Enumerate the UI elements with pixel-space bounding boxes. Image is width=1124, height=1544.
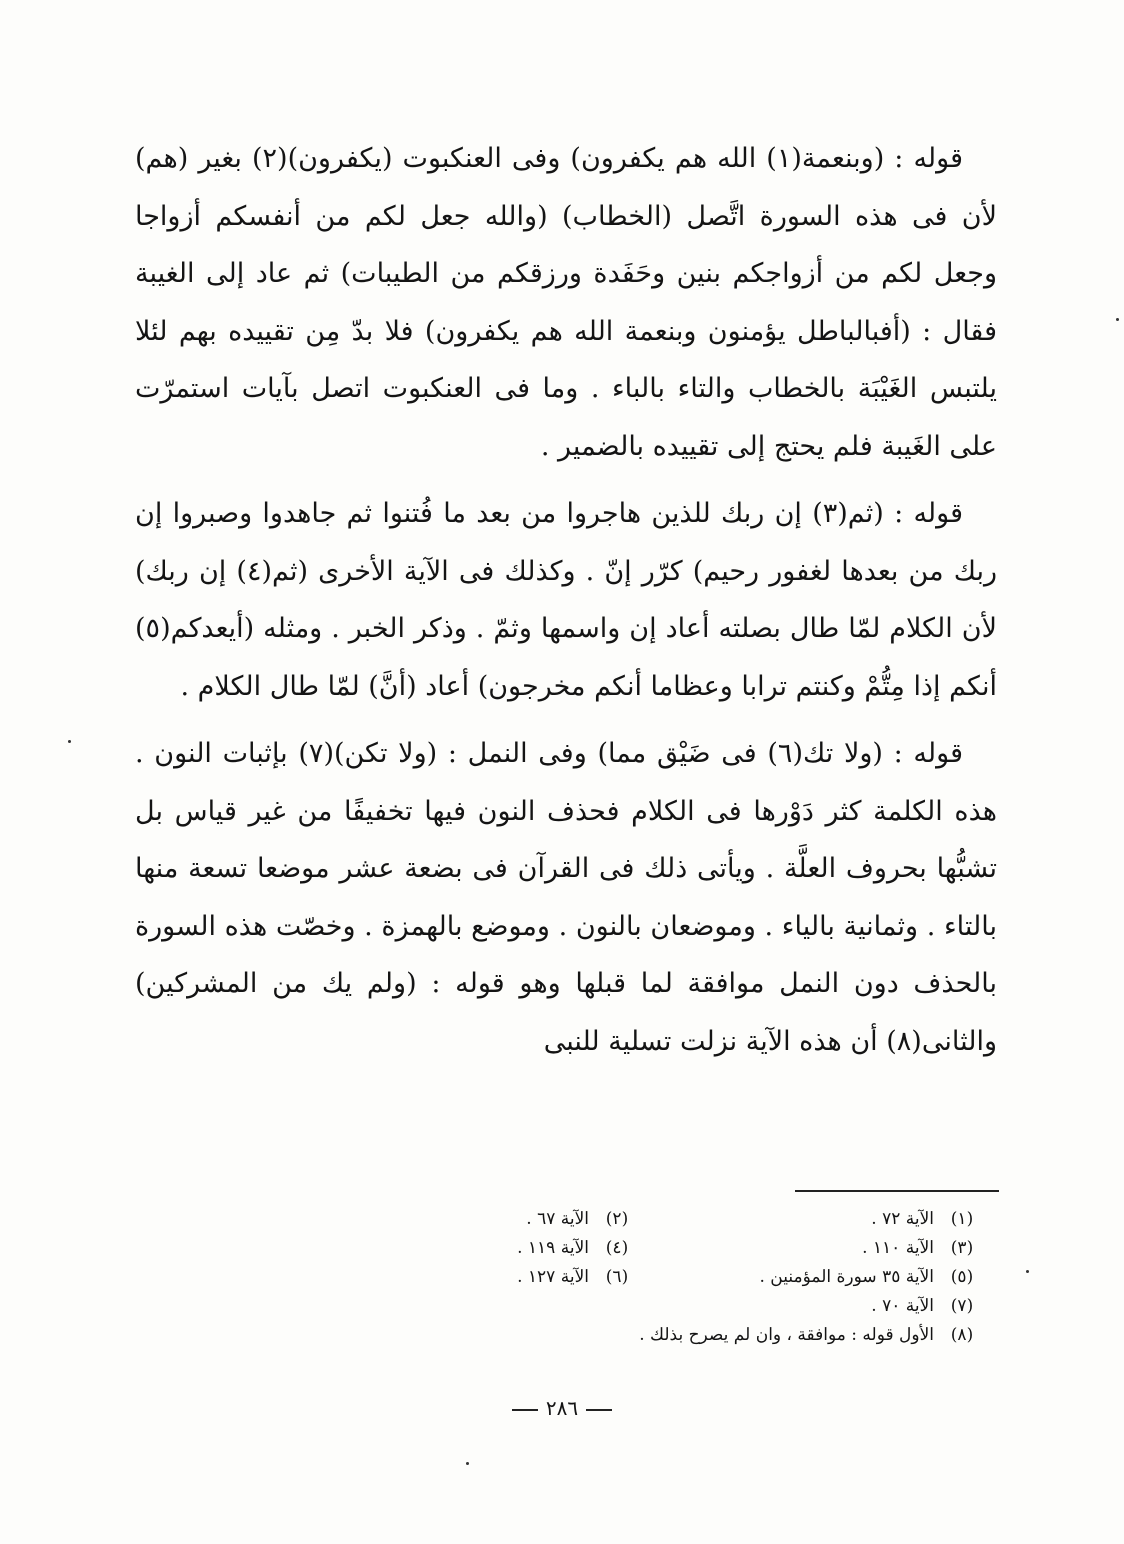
footnote-8 <box>300 1321 990 1350</box>
footnote-row <box>300 1292 990 1321</box>
footnote-number: (٢) <box>605 1209 629 1229</box>
footnote-separator <box>795 1190 999 1192</box>
scan-speck <box>68 740 71 743</box>
main-text <box>135 130 997 1070</box>
footnote-number: (٤) <box>605 1238 629 1258</box>
page-number <box>462 1396 662 1420</box>
footnote-number: (٣) <box>950 1238 974 1258</box>
footnote-text: الآية ٦٧ . <box>526 1209 589 1229</box>
dash-left <box>586 1409 612 1411</box>
footnote-number: (٨) <box>950 1325 974 1345</box>
footnote-number: (٦) <box>605 1267 629 1287</box>
footnote-1 <box>645 1205 990 1234</box>
footnote-7 <box>645 1292 990 1321</box>
footnote-2 <box>300 1205 645 1234</box>
footnote-row <box>300 1321 990 1350</box>
scan-speck <box>1116 318 1119 321</box>
footnote-text: الأول قوله : موافقة ، وان لم يصرح بذلك . <box>639 1325 934 1345</box>
footnote-text: الآية ١١٠ . <box>862 1238 934 1258</box>
scan-speck <box>1026 1270 1029 1273</box>
scan-speck <box>466 1462 469 1465</box>
paragraph-3: قوله : (ولا تك(٦) فى ضَيْق مما) وفى النمل : (ولا تكن)(٧) بإثبات النون . هذه الكلمة كثر دَوْرها فى الكلام فحذف النون فيها تخفيفًا من غير قياس بل تشبُّها بحروف العلَّة . ويأتى ذلك فى القرآن فى بضعة عشر موضعا تسعة منها بالتاء . وثمانية بالياء . وموضعان بالنون . وموضع بالهمزة . وخصّت هذه السورة بالحذف دون النمل موافقة لما قبلها وهو قوله : (ولم يك من المشركين) والثانى(٨) أن هذه الآية نزلت تسلية للنبى <box>135 738 997 1057</box>
footnote-number: (١) <box>950 1209 974 1229</box>
footnote-text: الآية ٧٠ . <box>871 1296 934 1316</box>
footnote-number: (٥) <box>950 1267 974 1287</box>
footnote-3 <box>645 1234 990 1263</box>
paragraph-2: قوله : (ثم(٣) إن ربك للذين هاجروا من بعد ما فُتنوا ثم جاهدوا وصبروا إن ربك من بعدها لغفور رحيم) كرّر إنّ . وكذلك فى الآية الأخرى (ثم(٤) إن ربك) لأن الكلام لمّا طال بصلته أعاد إن واسمها وثمّ . وذكر الخبر . ومثله (أيعدكم(٥) أنكم إذا مِتُّمْ وكنتم ترابا وعظاما أنكم مخرجون) أعاد (أنَّ) لمّا طال الكلام . <box>135 498 997 702</box>
footnote-row <box>300 1263 990 1292</box>
footnote-number: (٧) <box>950 1296 974 1316</box>
footnotes <box>300 1205 990 1350</box>
footnote-row <box>300 1234 990 1263</box>
page-number-value: ٢٨٦ <box>545 1396 579 1420</box>
footnote-text: الآية ١١٩ . <box>517 1238 589 1258</box>
footnote-6 <box>300 1263 645 1292</box>
footnote-row <box>300 1205 990 1234</box>
paragraph-1: قوله : (وبنعمة(١) الله هم يكفرون) وفى العنكبوت (يكفرون)(٢) بغير (هم) لأن فى هذه السورة اتَّصل (الخطاب) (والله جعل لكم من أنفسكم أزواجا وجعل لكم من أزواجكم بنين وحَفَدة ورزقكم من الطيبات) ثم عاد إلى الغيبة فقال : (أفبالباطل يؤمنون وبنعمة الله هم يكفرون) فلا بدّ مِن تقييده بهم لئلا يلتبس الغَيْبَة بالخطاب والتاء بالباء . وما فى العنكبوت اتصل بآيات استمرّت على الغَيبة فلم يحتج إلى تقييده بالضمير . <box>135 143 997 462</box>
footnote-text: الآية ١٢٧ . <box>517 1267 589 1287</box>
footnote-text: الآية ٧٢ . <box>871 1209 934 1229</box>
footnote-4 <box>300 1234 645 1263</box>
footnote-5 <box>645 1263 990 1292</box>
dash-right <box>512 1409 538 1411</box>
footnote-text: الآية ٣٥ سورة المؤمنين . <box>759 1267 934 1287</box>
